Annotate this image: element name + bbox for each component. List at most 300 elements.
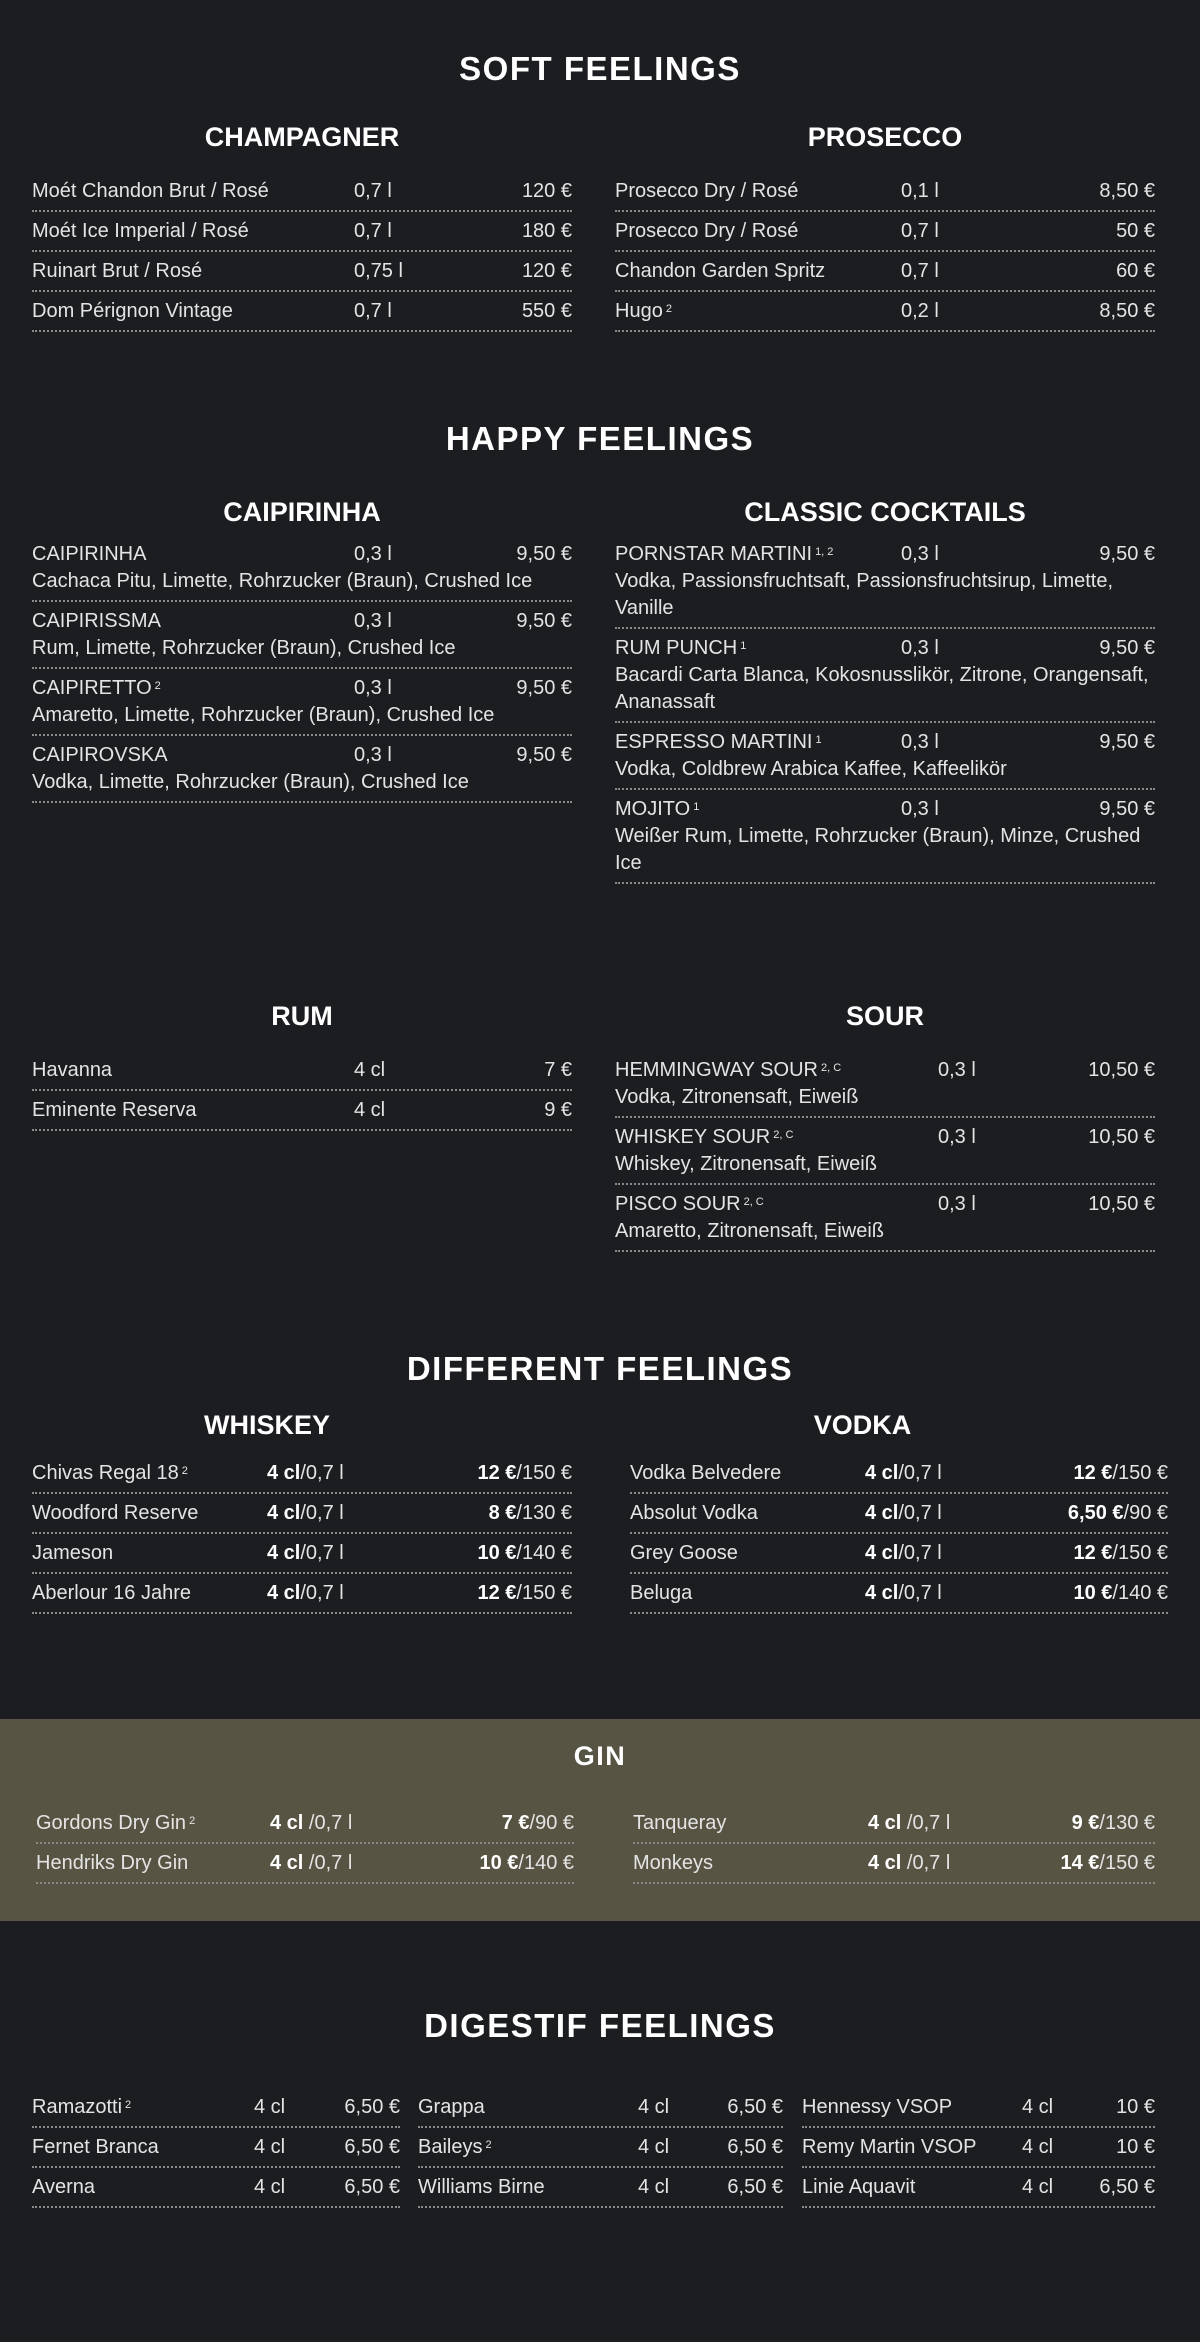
heading-rum: RUM	[271, 1001, 333, 1031]
item-description: Bacardi Carta Blanca, Kokosnusslikör, Zitrone, Orangensaft, Ananassaft	[615, 664, 1149, 713]
item-name	[418, 2094, 638, 2121]
bottle-volume: /0,7 l	[898, 1462, 942, 1484]
item-name	[630, 1500, 865, 1527]
item-price: 10,50 €	[1088, 1059, 1155, 1081]
item-name	[32, 1097, 354, 1124]
menu-item	[615, 1118, 1155, 1185]
item-volume: 4 cl	[354, 1059, 386, 1081]
item-name	[615, 729, 901, 756]
item-name	[615, 796, 901, 823]
glass-volume: 4 cl	[267, 1462, 301, 1484]
bottle-volume: /0,7 l	[901, 1852, 951, 1874]
allergen-note: 1	[815, 734, 822, 746]
item-description: Whiskey, Zitronensaft, Eiweiß	[615, 1153, 877, 1175]
caipirinha-list	[32, 535, 572, 803]
menu-item	[418, 2128, 783, 2168]
item-volume: 0,7 l	[901, 260, 939, 282]
bottle-price: /140 €	[516, 1542, 572, 1564]
item-name-text: Chivas Regal 18	[32, 1462, 179, 1484]
glass-volume: 4 cl	[868, 1852, 902, 1874]
glass-volume: 4 cl	[865, 1502, 899, 1524]
gin-list-right	[633, 1804, 1155, 1884]
item-price	[1018, 1850, 1155, 1877]
item-name	[32, 2134, 254, 2161]
item-name-text: Grey Goose	[630, 1542, 738, 1564]
allergen-note: 2	[189, 1815, 196, 1827]
item-price: 6,50 €	[727, 2096, 783, 2118]
menu-item	[32, 1454, 572, 1494]
glass-price: 9 €	[1071, 1812, 1100, 1834]
item-volume: 0,3 l	[901, 637, 939, 659]
heading-vodka: VODKA	[813, 1410, 912, 1440]
bottle-price: /150 €	[1112, 1542, 1168, 1564]
item-volume: 0,3 l	[901, 731, 939, 753]
glass-volume: 4 cl	[868, 1812, 902, 1834]
item-name-text: CAIPIRISSMA	[32, 610, 161, 632]
menu-item	[802, 2128, 1155, 2168]
item-price: 120 €	[521, 180, 572, 202]
item-name	[32, 298, 354, 325]
item-price: 120 €	[521, 260, 572, 282]
bottle-volume: /0,7 l	[303, 1852, 353, 1874]
glass-price: 8 €	[488, 1502, 517, 1524]
item-volume	[270, 1850, 420, 1877]
classic-cocktails-list	[615, 535, 1155, 884]
section-title-soft-feelings: SOFT FEELINGS	[459, 50, 741, 87]
item-volume: 0,3 l	[938, 1059, 976, 1081]
menu-item	[615, 723, 1155, 790]
item-name-text: Absolut Vodka	[630, 1502, 758, 1524]
menu-item	[418, 2168, 783, 2208]
item-name	[32, 1057, 354, 1084]
item-volume: 0,2 l	[901, 300, 939, 322]
glass-volume: 4 cl	[267, 1582, 301, 1604]
item-volume: 0,3 l	[354, 543, 392, 565]
glass-volume: 4 cl	[267, 1502, 301, 1524]
item-name	[32, 2094, 254, 2121]
item-name	[630, 1460, 865, 1487]
item-price: 9,50 €	[1099, 543, 1155, 565]
menu-item	[615, 1051, 1155, 1118]
menu-item	[32, 535, 572, 602]
item-name-text: Moét Ice Imperial / Rosé	[32, 220, 249, 242]
heading-caipirinha: CAIPIRINHA	[223, 497, 381, 527]
item-name-text: Remy Martin VSOP	[802, 2136, 977, 2158]
menu-item	[630, 1454, 1168, 1494]
heading-whiskey: WHISKEY	[203, 1410, 330, 1440]
item-name-text: RUM PUNCH	[615, 637, 738, 659]
item-price	[1018, 1810, 1155, 1837]
item-name	[32, 1460, 267, 1487]
heading-sour: SOUR	[845, 1001, 924, 1031]
glass-volume: 4 cl	[270, 1812, 304, 1834]
digestif-list-1	[32, 2088, 400, 2208]
item-volume	[868, 1850, 1018, 1877]
item-price	[417, 1580, 572, 1607]
item-price: 9,50 €	[1099, 798, 1155, 820]
item-volume: 4 cl	[638, 2096, 670, 2118]
item-price: 6,50 €	[344, 2136, 400, 2158]
item-name-text: Hugo	[615, 300, 663, 322]
item-name-text: CAIPIRINHA	[32, 543, 147, 565]
item-name	[36, 1850, 270, 1877]
glass-volume: 4 cl	[865, 1462, 899, 1484]
item-volume: 0,1 l	[901, 180, 939, 202]
item-volume: 4 cl	[254, 2136, 286, 2158]
item-price	[417, 1500, 572, 1527]
menu-item	[32, 292, 572, 332]
item-price: 9,50 €	[516, 543, 572, 565]
rum-list	[32, 1051, 572, 1131]
item-volume: 0,7 l	[354, 300, 392, 322]
item-name-text: Tanqueray	[633, 1812, 727, 1834]
section-title-different-feelings: DIFFERENT FEELINGS	[406, 1350, 794, 1387]
glass-volume: 4 cl	[270, 1852, 304, 1874]
item-price	[417, 1460, 572, 1487]
menu-item	[615, 212, 1155, 252]
item-name	[32, 1580, 267, 1607]
item-name-text: Chandon Garden Spritz	[615, 260, 826, 282]
item-volume: 0,7 l	[354, 180, 392, 202]
bottle-price: /150 €	[1112, 1462, 1168, 1484]
item-name-text: Aberlour 16 Jahre	[32, 1582, 191, 1604]
item-name-text: Williams Birne	[418, 2176, 545, 2198]
item-name	[36, 1810, 270, 1837]
item-name	[615, 541, 901, 568]
menu-item	[615, 535, 1155, 629]
item-name-text: Ramazotti	[32, 2096, 123, 2118]
item-name	[802, 2094, 1022, 2121]
item-name	[32, 742, 354, 769]
bottle-price: /150 €	[516, 1462, 572, 1484]
menu-item	[615, 1185, 1155, 1252]
item-price	[1015, 1500, 1168, 1527]
bottle-price: /130 €	[1099, 1812, 1155, 1834]
item-name	[32, 1540, 267, 1567]
allergen-note: 2	[485, 2139, 492, 2151]
item-price: 50 €	[1116, 220, 1155, 242]
menu-item	[32, 1574, 572, 1614]
bottle-volume: /0,7 l	[898, 1502, 942, 1524]
menu-item	[32, 2128, 400, 2168]
item-name-text: Grappa	[418, 2096, 485, 2118]
item-name-text: Hendriks Dry Gin	[36, 1852, 189, 1874]
menu-item	[32, 172, 572, 212]
vodka-list	[630, 1454, 1168, 1614]
item-volume: 0,7 l	[901, 220, 939, 242]
item-name	[615, 1191, 938, 1218]
item-name-text: Baileys	[418, 2136, 483, 2158]
item-name-text: Eminente Reserva	[32, 1099, 197, 1121]
allergen-note: 2, C	[820, 1062, 842, 1074]
bottle-price: /90 €	[529, 1812, 574, 1834]
item-name	[633, 1850, 868, 1877]
item-name-text: Prosecco Dry / Rosé	[615, 220, 799, 242]
item-description: Amaretto, Zitronensaft, Eiweiß	[615, 1220, 884, 1242]
item-volume	[865, 1580, 1015, 1607]
item-name	[615, 635, 901, 662]
item-price: 9,50 €	[516, 677, 572, 699]
item-name-text: HEMMINGWAY SOUR	[615, 1059, 818, 1081]
glass-price: 10 €	[479, 1852, 519, 1874]
item-volume	[270, 1810, 420, 1837]
item-price: 8,50 €	[1099, 300, 1155, 322]
whiskey-list	[32, 1454, 572, 1614]
menu-item	[32, 1091, 572, 1131]
item-volume	[267, 1580, 417, 1607]
item-volume: 4 cl	[1022, 2096, 1054, 2118]
menu-item	[32, 252, 572, 292]
bottle-volume: /0,7 l	[300, 1542, 344, 1564]
item-volume	[267, 1540, 417, 1567]
digestif-list-2	[418, 2088, 783, 2208]
item-price: 9,50 €	[516, 610, 572, 632]
allergen-note: 2	[181, 1465, 188, 1477]
glass-price: 12 €	[1073, 1462, 1113, 1484]
item-price: 9,50 €	[516, 744, 572, 766]
gin-list-left	[36, 1804, 574, 1884]
item-name-text: Jameson	[32, 1542, 114, 1564]
item-price	[420, 1810, 574, 1837]
menu-item	[32, 2168, 400, 2208]
item-name-text: Havanna	[32, 1059, 113, 1081]
item-price: 9,50 €	[1099, 731, 1155, 753]
glass-volume: 4 cl	[865, 1582, 899, 1604]
item-price: 8,50 €	[1099, 180, 1155, 202]
bottle-price: /140 €	[1112, 1582, 1168, 1604]
item-name-text: PORNSTAR MARTINI	[615, 543, 813, 565]
item-name	[802, 2174, 1022, 2201]
item-name	[630, 1540, 865, 1567]
item-description: Amaretto, Limette, Rohrzucker (Braun), Crushed Ice	[32, 704, 495, 726]
prosecco-list	[615, 172, 1155, 332]
item-name-text: Prosecco Dry / Rosé	[615, 180, 799, 202]
glass-price: 12 €	[477, 1582, 517, 1604]
item-price: 10,50 €	[1088, 1193, 1155, 1215]
allergen-note: 2, C	[743, 1196, 764, 1208]
menu-item	[32, 1051, 572, 1091]
menu-item	[36, 1844, 574, 1884]
item-volume: 4 cl	[1022, 2176, 1054, 2198]
item-name-text: Linie Aquavit	[802, 2176, 916, 2198]
item-name-text: Ruinart Brut / Rosé	[32, 260, 203, 282]
item-description: Vodka, Passionsfruchtsaft, Passionsfruchtsirup, Limette, Vanille	[615, 570, 1114, 619]
allergen-note: 2	[665, 303, 672, 315]
item-price: 9 €	[544, 1099, 572, 1121]
item-price	[417, 1540, 572, 1567]
menu-item	[615, 292, 1155, 332]
item-name-text: MOJITO	[615, 798, 691, 820]
bottle-volume: /0,7 l	[300, 1502, 344, 1524]
item-volume: 0,3 l	[354, 610, 392, 632]
bottle-volume: /0,7 l	[898, 1542, 942, 1564]
glass-price: 10 €	[1073, 1582, 1113, 1604]
item-volume	[865, 1540, 1015, 1567]
item-description: Vodka, Coldbrew Arabica Kaffee, Kaffeelikör	[615, 758, 1007, 780]
item-name	[615, 298, 901, 325]
glass-price: 14 €	[1060, 1852, 1100, 1874]
menu-item	[630, 1534, 1168, 1574]
item-volume: 0,3 l	[901, 798, 939, 820]
item-name-text: Vodka Belvedere	[630, 1462, 782, 1484]
item-name-text: Fernet Branca	[32, 2136, 159, 2158]
item-name	[633, 1810, 868, 1837]
glass-volume: 4 cl	[865, 1542, 899, 1564]
glass-volume: 4 cl	[267, 1542, 301, 1564]
item-name-text: CAIPIROVSKA	[32, 744, 168, 766]
menu-item	[630, 1494, 1168, 1534]
item-price	[1015, 1580, 1168, 1607]
menu-item	[633, 1844, 1155, 1884]
menu-item	[633, 1804, 1155, 1844]
item-name-text: PISCO SOUR	[615, 1193, 741, 1215]
menu-item	[802, 2088, 1155, 2128]
allergen-note: 1	[693, 801, 700, 813]
item-name	[615, 258, 901, 285]
item-name	[32, 1500, 267, 1527]
item-name-text: Moét Chandon Brut / Rosé	[32, 180, 269, 202]
item-name	[32, 178, 354, 205]
item-description: Vodka, Zitronensaft, Eiweiß	[615, 1086, 859, 1108]
item-price: 6,50 €	[727, 2176, 783, 2198]
item-price: 6,50 €	[344, 2176, 400, 2198]
item-volume: 0,75 l	[354, 260, 403, 282]
item-name-text: Monkeys	[633, 1852, 714, 1874]
item-name	[615, 1057, 938, 1084]
item-description: Rum, Limette, Rohrzucker (Braun), Crushed Ice	[32, 637, 456, 659]
item-volume: 0,3 l	[938, 1126, 976, 1148]
item-name	[32, 218, 354, 245]
item-name-text: Gordons Dry Gin	[36, 1812, 187, 1834]
item-volume: 4 cl	[354, 1099, 386, 1121]
item-volume	[865, 1460, 1015, 1487]
item-name	[615, 1124, 938, 1151]
item-price: 7 €	[544, 1059, 572, 1081]
item-price: 6,50 €	[727, 2136, 783, 2158]
item-volume: 0,3 l	[938, 1193, 976, 1215]
item-volume: 0,7 l	[354, 220, 392, 242]
item-price: 10,50 €	[1088, 1126, 1155, 1148]
glass-price: 6,50 €	[1067, 1502, 1124, 1524]
item-price: 9,50 €	[1099, 637, 1155, 659]
bottle-volume: /0,7 l	[303, 1812, 353, 1834]
item-description: Cachaca Pitu, Limette, Rohrzucker (Braun), Crushed Ice	[32, 570, 533, 592]
item-description: Weißer Rum, Limette, Rohrzucker (Braun), Minze, Crushed Ice	[615, 825, 1141, 874]
menu-item	[32, 1534, 572, 1574]
menu-item	[615, 629, 1155, 723]
item-price: 6,50 €	[1099, 2176, 1155, 2198]
item-volume: 4 cl	[1022, 2136, 1054, 2158]
item-name	[32, 541, 354, 568]
allergen-note: 2	[154, 680, 161, 692]
item-price	[420, 1850, 574, 1877]
bottle-volume: /0,7 l	[300, 1462, 344, 1484]
item-name-text: CAIPIRETTO	[32, 677, 152, 699]
item-volume: 4 cl	[638, 2136, 670, 2158]
section-title-gin: GIN	[573, 1741, 627, 1771]
glass-price: 10 €	[477, 1542, 517, 1564]
item-name-text: Dom Pérignon Vintage	[32, 300, 233, 322]
menu-item	[32, 669, 572, 736]
item-description: Vodka, Limette, Rohrzucker (Braun), Crushed Ice	[32, 771, 469, 793]
section-title-happy-feelings: HAPPY FEELINGS	[445, 420, 755, 457]
item-price: 180 €	[521, 220, 572, 242]
menu-item	[32, 602, 572, 669]
heading-classic-cocktails: CLASSIC COCKTAILS	[744, 497, 1026, 527]
item-name	[615, 218, 901, 245]
item-name	[630, 1580, 865, 1607]
champagner-list	[32, 172, 572, 332]
item-name-text: Beluga	[630, 1582, 693, 1604]
item-volume	[865, 1500, 1015, 1527]
item-price	[1015, 1540, 1168, 1567]
sour-list	[615, 1051, 1155, 1252]
menu-item	[418, 2088, 783, 2128]
item-name-text: Woodford Reserve	[32, 1502, 199, 1524]
glass-price: 12 €	[1073, 1542, 1113, 1564]
item-name-text: WHISKEY SOUR	[615, 1126, 771, 1148]
allergen-note: 1	[740, 640, 747, 652]
item-name	[802, 2134, 1022, 2161]
item-name	[418, 2134, 638, 2161]
item-name	[418, 2174, 638, 2201]
menu-item	[32, 736, 572, 803]
menu-item	[630, 1574, 1168, 1614]
menu-item	[615, 172, 1155, 212]
bottle-volume: /0,7 l	[898, 1582, 942, 1604]
item-name	[32, 608, 354, 635]
item-volume	[267, 1500, 417, 1527]
item-name-text: Hennessy VSOP	[802, 2096, 953, 2118]
bottle-price: /140 €	[518, 1852, 574, 1874]
item-volume: 0,3 l	[354, 677, 392, 699]
item-price: 60 €	[1116, 260, 1155, 282]
menu-item	[32, 2088, 400, 2128]
item-volume	[267, 1460, 417, 1487]
glass-price: 7 €	[501, 1812, 530, 1834]
allergen-note: 2, C	[773, 1129, 794, 1141]
bottle-price: /150 €	[1099, 1852, 1155, 1874]
item-name	[32, 258, 354, 285]
item-volume	[868, 1810, 1018, 1837]
item-name-text: Averna	[32, 2176, 96, 2198]
menu-item	[802, 2168, 1155, 2208]
menu-item	[36, 1804, 574, 1844]
menu-item	[32, 1494, 572, 1534]
bottle-price: /150 €	[516, 1582, 572, 1604]
glass-price: 12 €	[477, 1462, 517, 1484]
bottle-price: /90 €	[1123, 1502, 1168, 1524]
item-price: 6,50 €	[344, 2096, 400, 2118]
digestif-list-3	[802, 2088, 1155, 2208]
item-price: 10 €	[1116, 2096, 1155, 2118]
menu-item	[615, 790, 1155, 884]
heading-champagner: CHAMPAGNER	[204, 122, 400, 152]
bottle-volume: /0,7 l	[300, 1582, 344, 1604]
item-volume: 4 cl	[254, 2176, 286, 2198]
menu-item	[32, 212, 572, 252]
bottle-volume: /0,7 l	[901, 1812, 951, 1834]
item-price	[1015, 1460, 1168, 1487]
allergen-note: 1, 2	[815, 546, 834, 558]
item-name	[615, 178, 901, 205]
item-volume: 0,3 l	[354, 744, 392, 766]
item-volume: 0,3 l	[901, 543, 939, 565]
item-name	[32, 675, 354, 702]
item-price: 10 €	[1116, 2136, 1155, 2158]
section-title-digestif-feelings: DIGESTIF FEELINGS	[424, 2007, 776, 2044]
allergen-note: 2	[125, 2099, 132, 2111]
